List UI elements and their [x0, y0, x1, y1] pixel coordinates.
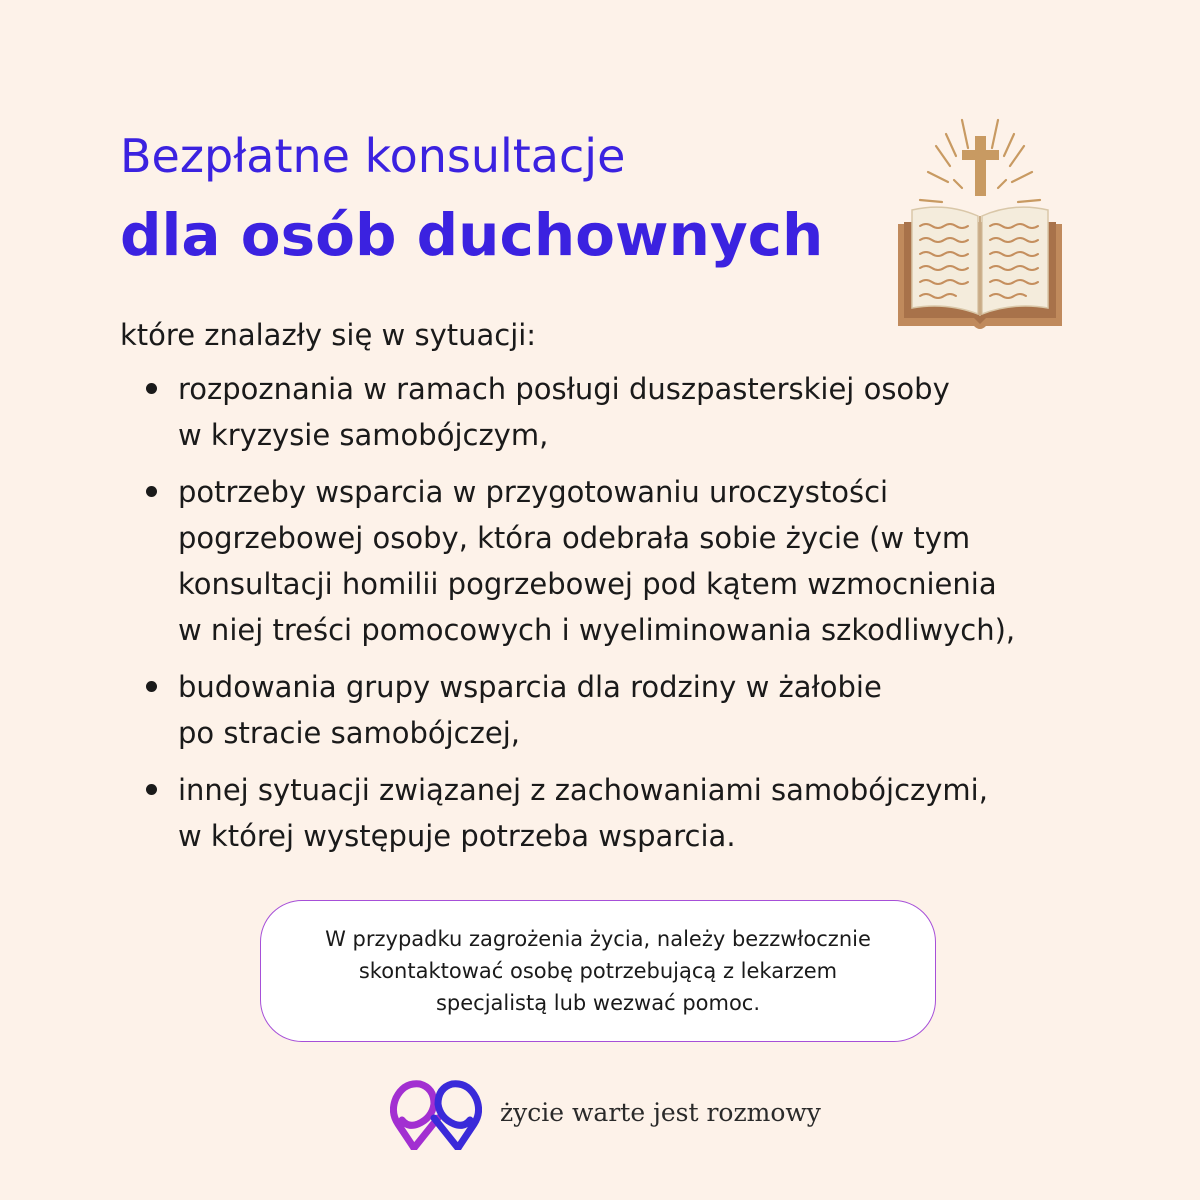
brand-tagline: życie warte jest rozmowy — [500, 1098, 821, 1127]
list-item-line: w której występuje potrzeba wsparcia. — [178, 819, 736, 853]
list-item — [142, 767, 1142, 859]
list-item-line: innej sytuacji związanej z zachowaniami samobójczymi, — [178, 773, 988, 807]
list-item — [142, 664, 1142, 756]
notice-line: skontaktować osobę potrzebującą z lekarzem — [358, 959, 838, 983]
list-item-line: potrzeby wsparcia w przygotowaniu uroczystości — [178, 475, 889, 509]
list-item — [142, 469, 1142, 653]
bullet-icon — [146, 681, 157, 692]
list-item — [142, 366, 1142, 458]
bullet-icon — [146, 784, 157, 795]
page-subtitle: Bezpłatne konsultacje — [120, 129, 626, 183]
notice-line: specjalistą lub wezwać pomoc. — [435, 991, 761, 1015]
book-cross-icon — [890, 118, 1070, 333]
list-item-line: po stracie samobójczej, — [178, 716, 520, 750]
emergency-notice — [260, 900, 936, 1042]
list-item-line: w niej treści pomocowych i wyeliminowania szkodliwych), — [178, 613, 1016, 647]
list-item-line: konsultacji homilii pogrzebowej pod kątem wzmocnienia — [178, 567, 997, 601]
bullet-icon — [146, 486, 157, 497]
ribbon-hearts-icon — [390, 1078, 482, 1150]
list-item-line: rozpoznania w ramach posługi duszpasterskiej osoby — [178, 372, 950, 406]
list-item-line: w kryzysie samobójczym, — [178, 418, 549, 452]
notice-line: W przypadku zagrożenia życia, należy bezzwłocznie — [325, 927, 871, 951]
list-item-line: pogrzebowej osoby, która odebrała sobie życie (w tym — [178, 521, 971, 555]
list-item-line: budowania grupy wsparcia dla rodziny w żałobie — [178, 670, 882, 704]
page-title: dla osób duchownych — [120, 201, 824, 269]
situation-list — [142, 366, 1142, 870]
intro-text: które znalazły się w sytuacji: — [120, 318, 537, 352]
bullet-icon — [146, 383, 157, 394]
